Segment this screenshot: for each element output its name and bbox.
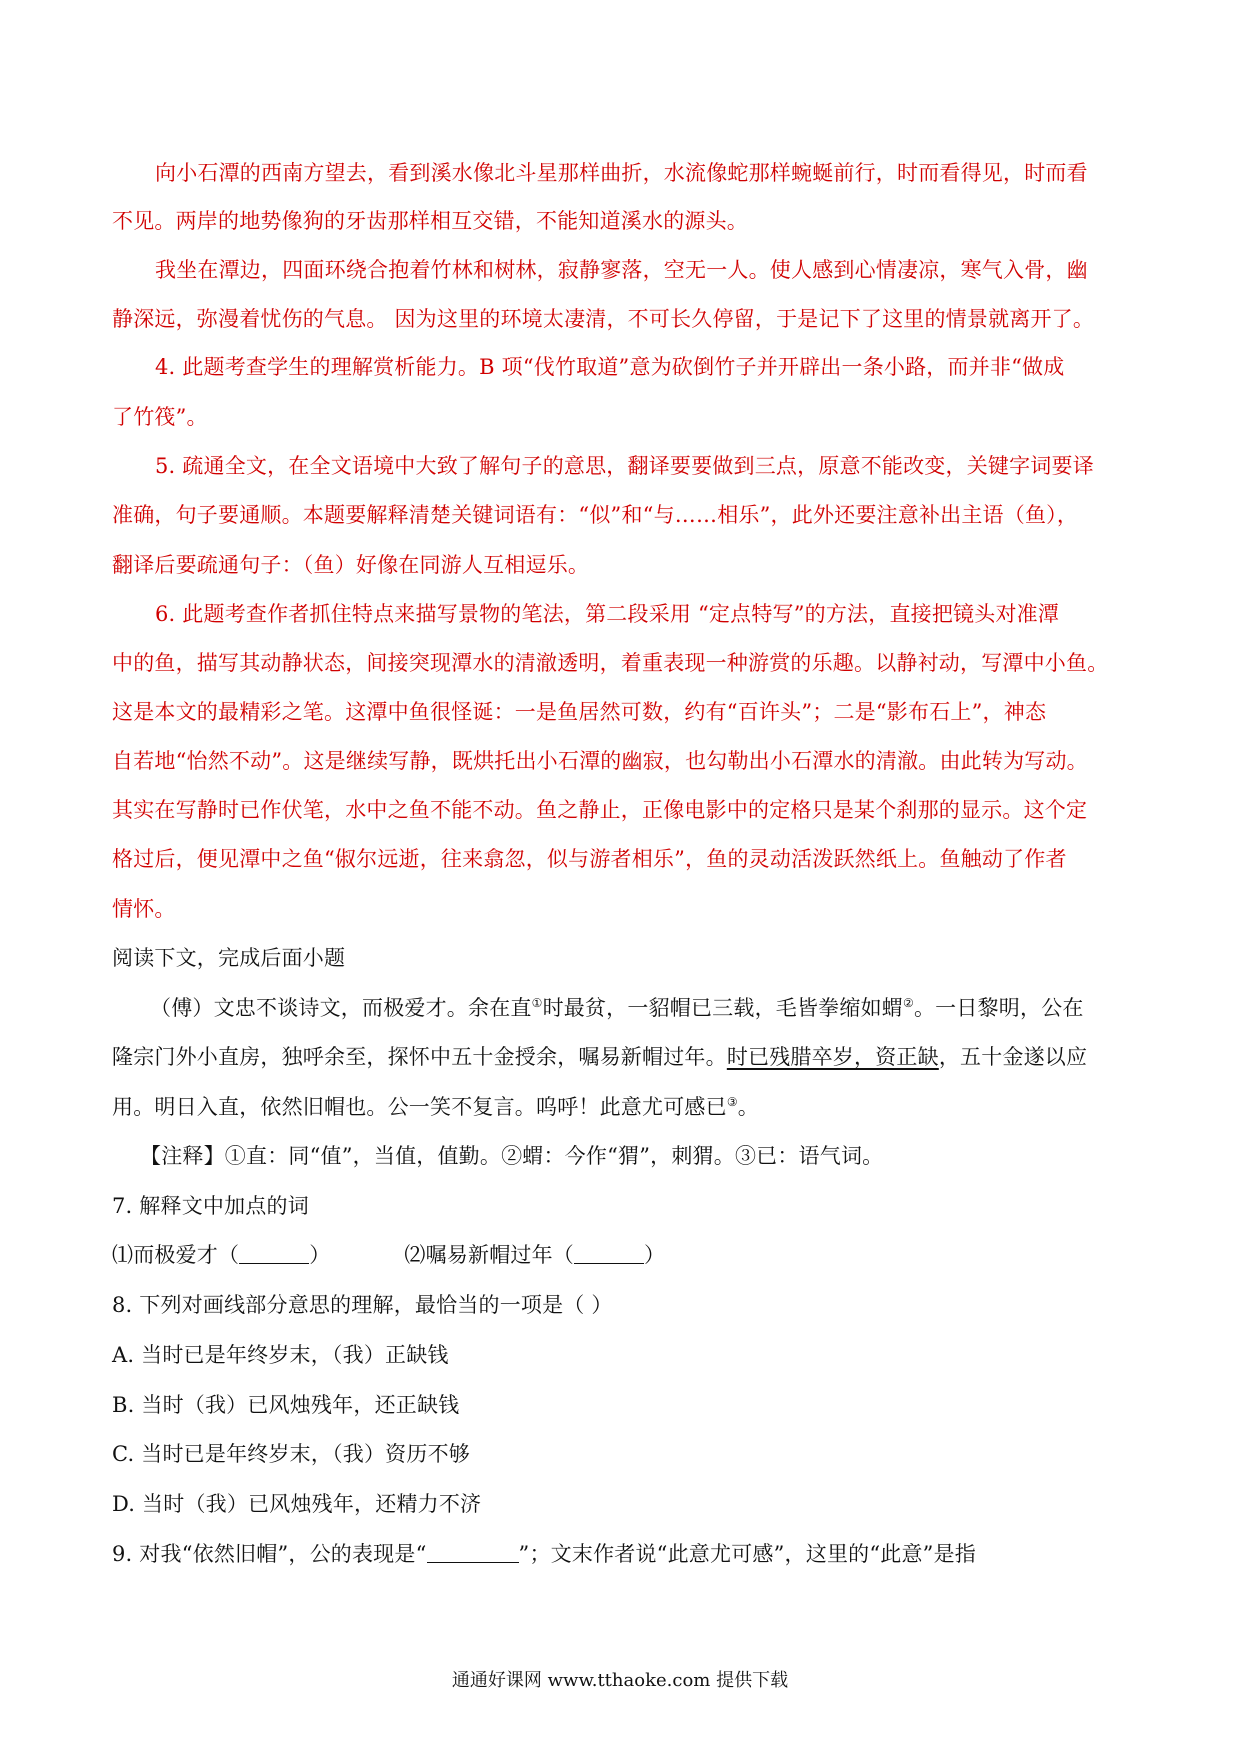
- translation-p1-line2: 不见。两岸的地势像狗的牙齿那样相互交错，不能知道溪水的源头。: [112, 209, 748, 233]
- q7-item1-blank[interactable]: [239, 1243, 309, 1264]
- answer-q6-line5: 其实在写静时已作伏笔，水中之鱼不能不动。鱼之静止，正像电影中的定格只是某个刹那的显示。这个定: [112, 798, 1088, 822]
- passage-line3: 用。明日入直，依然旧帽也。公一笑不复言。呜呼！此意尤可感已③。: [112, 1095, 759, 1119]
- answer-q6-line4: 自若地“怡然不动”。这是继续写静，既烘托出小石潭的幽寂，也勾勒出小石潭水的清澈。由此转为写动。: [112, 749, 1088, 773]
- reading-instruction: 阅读下文，完成后面小题: [112, 946, 346, 970]
- annotation-note: 【注释】①直：同“值”，当值，值勤。②蝟：今作“猬”，刺猬。③已：语气词。: [140, 1144, 884, 1168]
- answer-q6-line3: 这是本文的最精彩之笔。这潭中鱼很怪诞：一是鱼居然可数，约有“百许头”；二是“影布石上”，神态: [112, 700, 1047, 724]
- q7-item2-blank[interactable]: [574, 1243, 644, 1264]
- answer-q5-line2: 准确，句子要通顺。本题要解释清楚关键词语有：“似”和“与……相乐”，此外还要注意补出主语（鱼），: [112, 503, 1079, 527]
- answer-q4-line2: 了竹筏”。: [112, 405, 208, 429]
- q7-item1: ⑴而极爱才（ ）: [112, 1243, 331, 1267]
- q7-stem: 7. 解释文中加点的词: [112, 1194, 309, 1218]
- page-footer: 通通好课网 www.tthaoke.com 提供下载: [451, 1670, 789, 1691]
- translation-p2-line1: 我坐在潭边，四面环绕合抱着竹林和树林，寂静寥落，空无一人。使人感到心情凄凉，寒气入骨，幽: [155, 258, 1088, 282]
- underlined-phrase: 时已残腊卒岁，资正缺: [726, 1045, 939, 1069]
- answer-q6-line1: 6. 此题考查作者抓住特点来描写景物的笔法，第二段采用 “定点特写”的方法，直接把镜头对准潭: [155, 602, 1060, 626]
- passage-line2: 隆宗门外小直房，独呼余至，探怀中五十金授余，嘱易新帽过年。时已残腊卒岁，资正缺，五十金遂以应: [112, 1045, 1088, 1069]
- footnote-mark-1: ①: [531, 996, 543, 1010]
- q9-stem: 9. 对我“依然旧帽”，公的表现是“ ”；文末作者说“此意尤可感”，这里的“此意”是指: [112, 1542, 977, 1566]
- answer-q6-line6: 格过后，便见潭中之鱼“俶尔远逝，往来翕忽，似与游者相乐”，鱼的灵动活泼跃然纸上。鱼触动了作者: [112, 847, 1067, 871]
- q7-items: [112, 1240, 665, 1270]
- footnote-mark-3: ③: [726, 1095, 738, 1109]
- answer-q4-line1: 4. 此题考查学生的理解赏析能力。B 项“伐竹取道”意为砍倒竹子并开辟出一条小路，而并非“做成: [155, 355, 1065, 379]
- translation-p1-line1: 向小石潭的西南方望去，看到溪水像北斗星那样曲折，水流像蛇那样蜿蜒前行，时而看得见，时而看: [155, 161, 1088, 185]
- q8-option-a[interactable]: A. 当时已是年终岁末，（我）正缺钱: [112, 1343, 449, 1367]
- q8-option-d[interactable]: D. 当时（我）已风烛残年，还精力不济: [112, 1492, 482, 1516]
- q8-stem: 8. 下列对画线部分意思的理解，最恰当的一项是（ ）: [112, 1293, 613, 1317]
- q9-blank[interactable]: [427, 1542, 519, 1563]
- q8-option-c[interactable]: C. 当时已是年终岁末，（我）资历不够: [112, 1442, 470, 1466]
- translation-p2-line2: 静深远，弥漫着忧伤的气息。 因为这里的环境太凄清，不可长久停留，于是记下了这里的情景就离开了。: [112, 307, 1095, 331]
- answer-q5-line3: 翻译后要疏通句子：（鱼）好像在同游人互相逗乐。: [112, 553, 590, 577]
- footnote-mark-2: ②: [902, 996, 914, 1010]
- q7-item2: ⑵嘱易新帽过年（ ）: [404, 1243, 666, 1267]
- q8-option-b[interactable]: B. 当时（我）已风烛残年，还正缺钱: [112, 1393, 460, 1417]
- answer-q6-line2: 中的鱼，描写其动静状态，间接突现潭水的清澈透明，着重表现一种游赏的乐趣。以静衬动，写潭中小鱼。: [112, 651, 1109, 675]
- passage-line1: （傅）文忠不谈诗文，而极爱才。余在直①时最贫，一貂帽已三载，毛皆拳缩如蝟②。一日黎明，公在: [150, 996, 1084, 1020]
- answer-q5-line1: 5. 疏通全文，在全文语境中大致了解句子的意思，翻译要要做到三点，原意不能改变，关键字词要译: [155, 454, 1094, 478]
- answer-q6-line7: 情怀。: [112, 897, 176, 921]
